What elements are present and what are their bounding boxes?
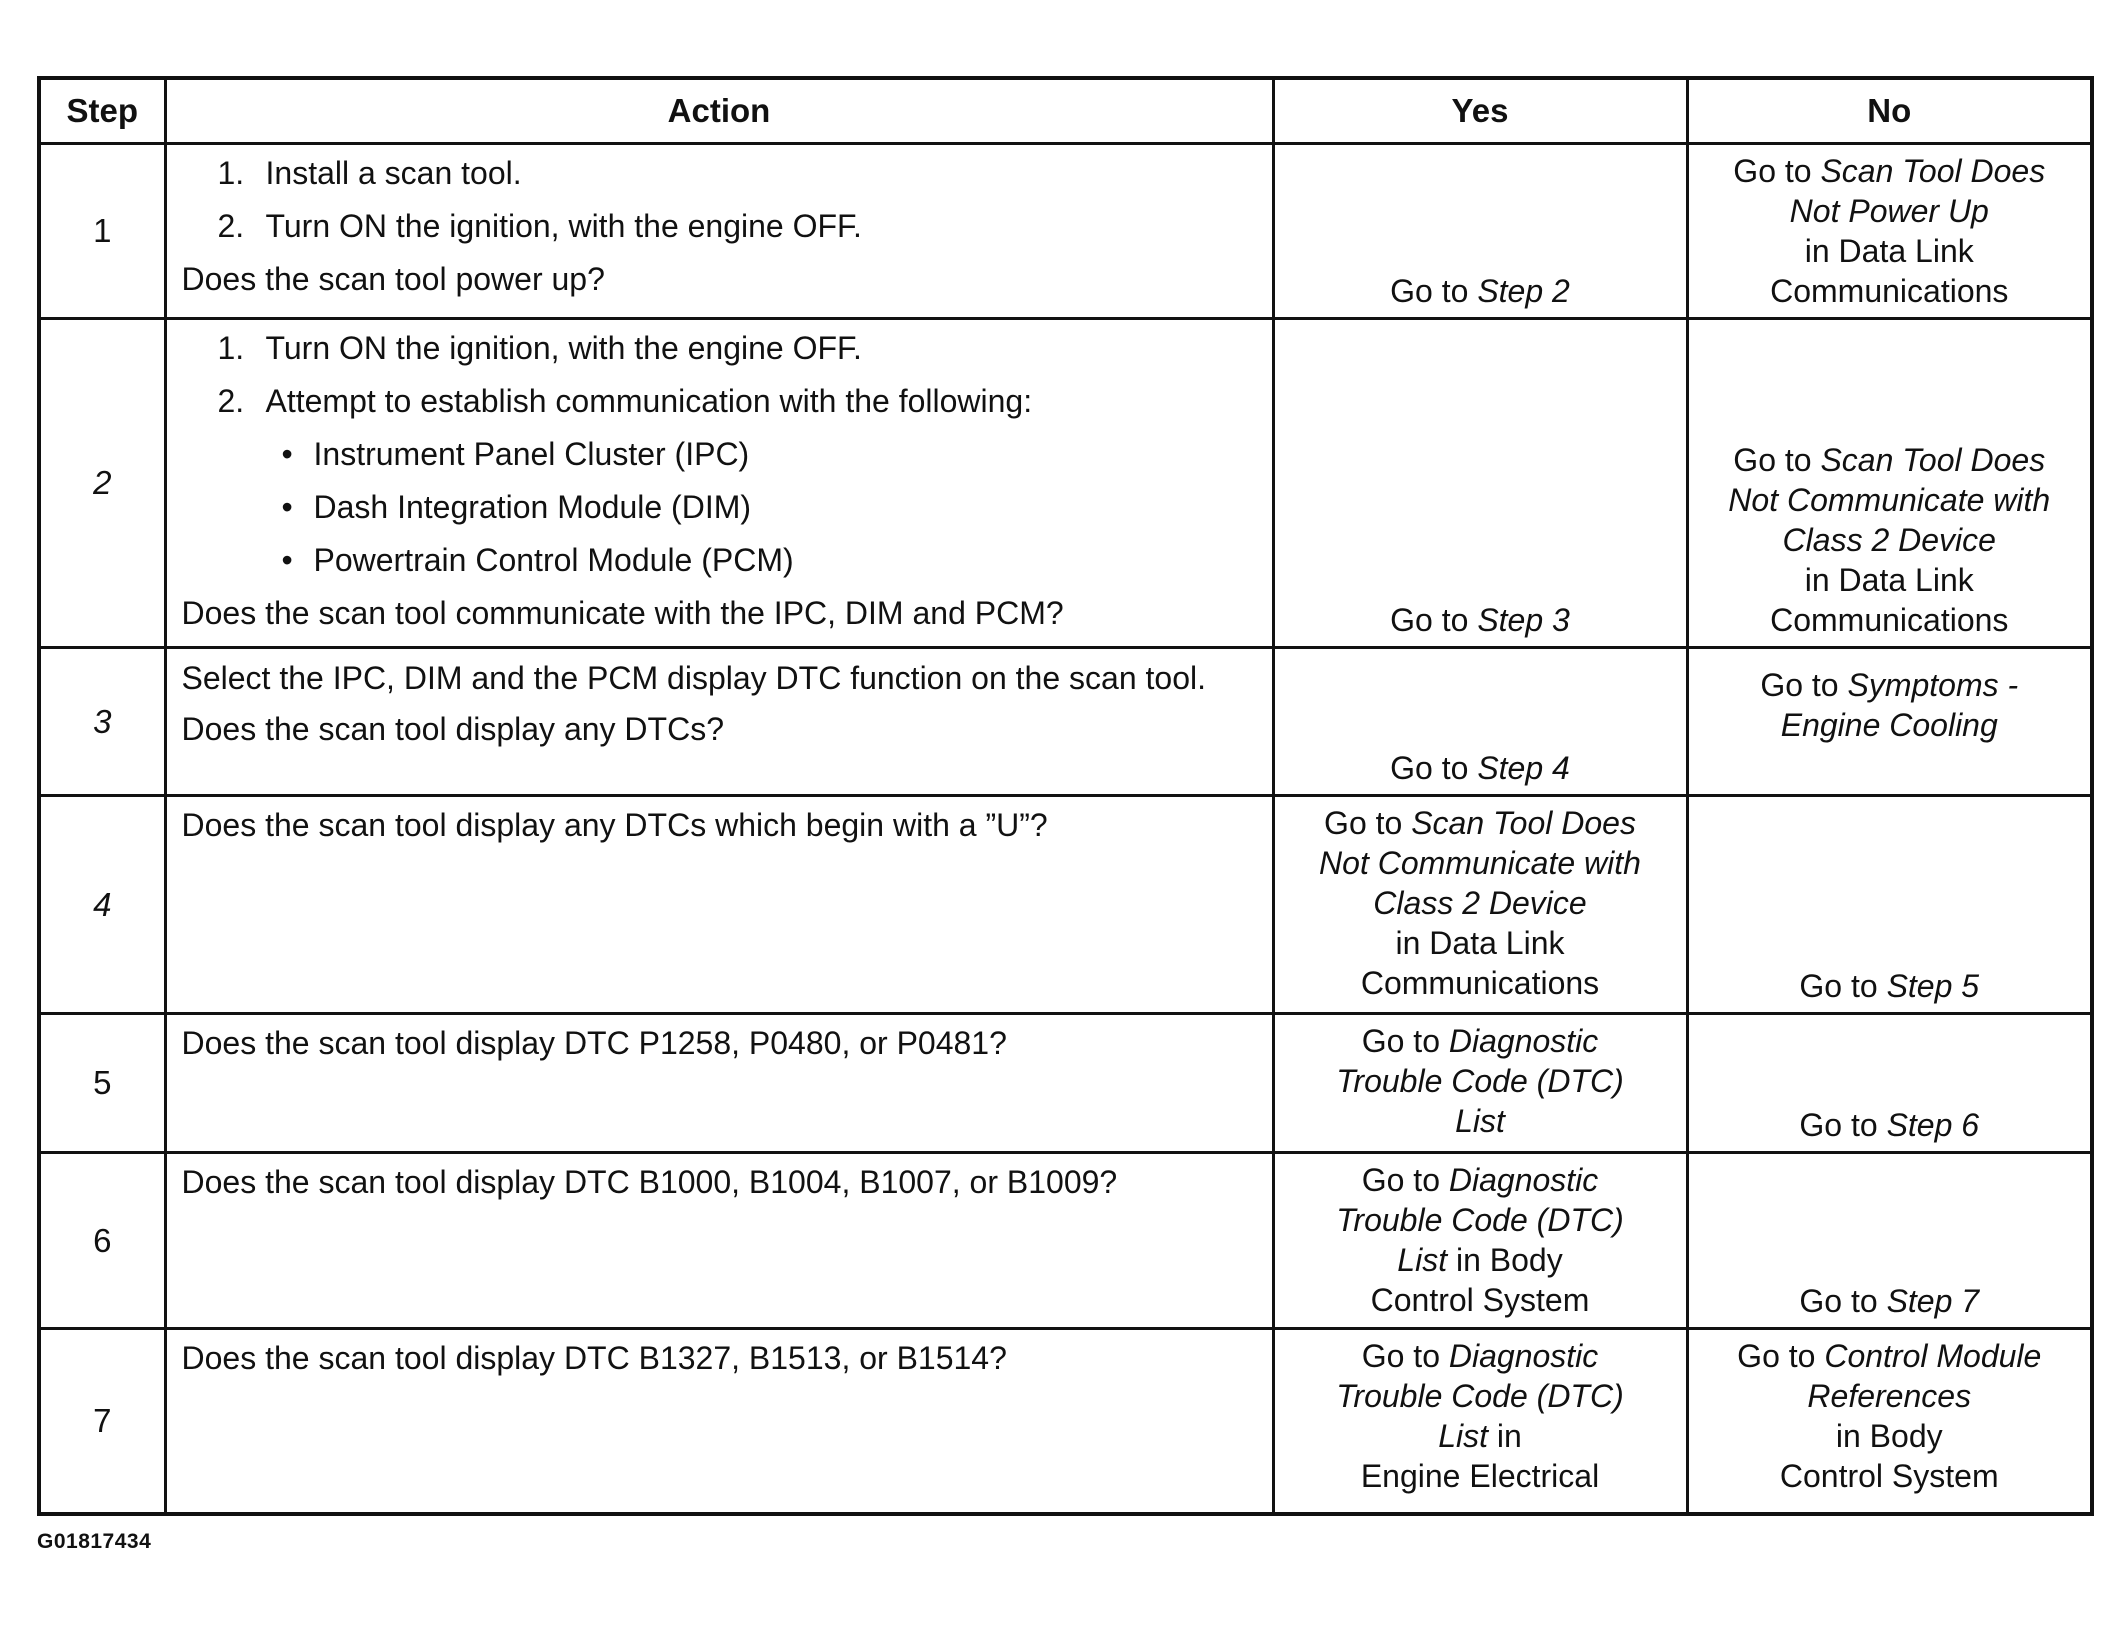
step-link[interactable]: Step 5 [1886, 968, 1980, 1004]
table-row [39, 1153, 2092, 1329]
step-link[interactable]: Step 7 [1886, 1283, 1980, 1319]
no-cell: Go to Symptoms - Engine Cooling [1687, 648, 2092, 796]
header-no: No [1687, 78, 2092, 144]
yes-cell: Go to Diagnostic Trouble Code (DTC) List in Body Control System [1273, 1153, 1687, 1329]
list-item: 1. Install a scan tool. [217, 155, 522, 191]
reference-link[interactable]: Not Communicate with [1319, 845, 1641, 881]
no-cell: Go to Control Module References in Body Control System [1687, 1329, 2092, 1514]
action-cell [165, 1014, 1273, 1153]
yes-cell: Go to Step 2 [1273, 144, 1687, 319]
reference-link[interactable]: List [1438, 1418, 1488, 1454]
question-text: Does the scan tool communicate with the IPC, DIM and PCM? [181, 595, 1064, 631]
list-item: 2. Turn ON the ignition, with the engine OFF. [217, 208, 862, 244]
question-text: Does the scan tool display any DTCs which begin with a ”U”? [181, 807, 1048, 843]
action-cell [165, 1153, 1273, 1329]
yes-cell: Go to Step 3 [1273, 319, 1687, 648]
table-row [39, 648, 2092, 796]
reference-link[interactable]: Class 2 Device [1782, 522, 1996, 558]
action-cell [165, 796, 1273, 1014]
reference-link[interactable]: Diagnostic [1448, 1338, 1599, 1374]
diagnostic-table [37, 76, 2094, 1516]
reference-link[interactable]: List [1397, 1242, 1448, 1278]
table-row [39, 144, 2092, 319]
question-text: Does the scan tool display DTC P1258, P0480, or P0481? [181, 1025, 1007, 1061]
no-cell: Go to Step 7 [1687, 1153, 2092, 1329]
yes-cell: Go to Diagnostic Trouble Code (DTC) List [1273, 1014, 1687, 1153]
reference-link[interactable]: Diagnostic [1448, 1162, 1599, 1198]
reference-link[interactable]: Trouble Code (DTC) [1336, 1063, 1624, 1099]
bullet-item: • Instrument Panel Cluster (IPC) [281, 436, 750, 472]
no-cell: Go to Scan Tool Does Not Power Up in Data Link Communications [1687, 144, 2092, 319]
question-text: Does the scan tool display DTC B1327, B1513, or B1514? [181, 1340, 1007, 1376]
reference-link[interactable]: Scan Tool Does [1820, 153, 2046, 189]
header-row [39, 78, 2092, 144]
step-number: 7 [39, 1329, 165, 1514]
reference-link[interactable]: Engine Cooling [1780, 707, 1998, 743]
yes-cell: Go to Scan Tool Does Not Communicate with Class 2 Device in Data Link Communications [1273, 796, 1687, 1014]
reference-link[interactable]: Scan Tool Does [1411, 805, 1636, 841]
step-link[interactable]: Step 2 [1477, 273, 1570, 309]
list-item: 2. Attempt to establish communication with the following: [217, 383, 1033, 419]
step-number: 5 [39, 1014, 165, 1153]
figure-id: G01817434 [37, 1530, 152, 1553]
action-cell [165, 648, 1273, 796]
step-number: 2 [39, 319, 165, 648]
header-yes: Yes [1273, 78, 1687, 144]
reference-link[interactable]: Control Module [1824, 1338, 2042, 1374]
reference-link[interactable]: Class 2 Device [1373, 885, 1587, 921]
reference-link[interactable]: Diagnostic [1448, 1023, 1599, 1059]
list-item: 1. Turn ON the ignition, with the engine OFF. [217, 330, 862, 366]
question-text: Does the scan tool display any DTCs? [181, 711, 724, 747]
reference-link[interactable]: List [1455, 1103, 1505, 1139]
reference-link[interactable]: Scan Tool Does [1820, 442, 2046, 478]
reference-link[interactable]: Not Power Up [1789, 193, 1989, 229]
yes-cell: Go to Step 4 [1273, 648, 1687, 796]
reference-link[interactable]: Not Communicate with [1728, 482, 2051, 518]
reference-link[interactable]: Symptoms - [1847, 667, 2019, 703]
step-number: 3 [39, 648, 165, 796]
step-link[interactable]: Step 3 [1477, 602, 1570, 638]
table-row [39, 1329, 2092, 1514]
step-link[interactable]: Step 4 [1477, 750, 1570, 786]
step-link[interactable]: Step 6 [1886, 1107, 1980, 1143]
instruction-text: Select the IPC, DIM and the PCM display DTC function on the scan tool. [181, 660, 1206, 696]
header-action: Action [165, 78, 1273, 144]
action-cell [165, 1329, 1273, 1514]
table-row [39, 319, 2092, 648]
reference-link[interactable]: Trouble Code (DTC) [1336, 1378, 1624, 1414]
reference-link[interactable]: Trouble Code (DTC) [1336, 1202, 1624, 1238]
action-cell [165, 144, 1273, 319]
header-step: Step [39, 78, 165, 144]
question-text: Does the scan tool display DTC B1000, B1004, B1007, or B1009? [181, 1164, 1118, 1200]
yes-cell: Go to Diagnostic Trouble Code (DTC) List in Engine Electrical [1273, 1329, 1687, 1514]
step-number: 6 [39, 1153, 165, 1329]
step-number: 1 [39, 144, 165, 319]
step-number: 4 [39, 796, 165, 1014]
bullet-item: • Powertrain Control Module (PCM) [281, 542, 794, 578]
no-cell: Go to Scan Tool Does Not Communicate with Class 2 Device in Data Link Communications [1687, 319, 2092, 648]
table-row [39, 796, 2092, 1014]
action-cell [165, 319, 1273, 648]
question-text: Does the scan tool power up? [181, 261, 605, 297]
bullet-item: • Dash Integration Module (DIM) [281, 489, 752, 525]
reference-link[interactable]: References [1807, 1378, 1972, 1414]
no-cell: Go to Step 6 [1687, 1014, 2092, 1153]
no-cell: Go to Step 5 [1687, 796, 2092, 1014]
table-row [39, 1014, 2092, 1153]
